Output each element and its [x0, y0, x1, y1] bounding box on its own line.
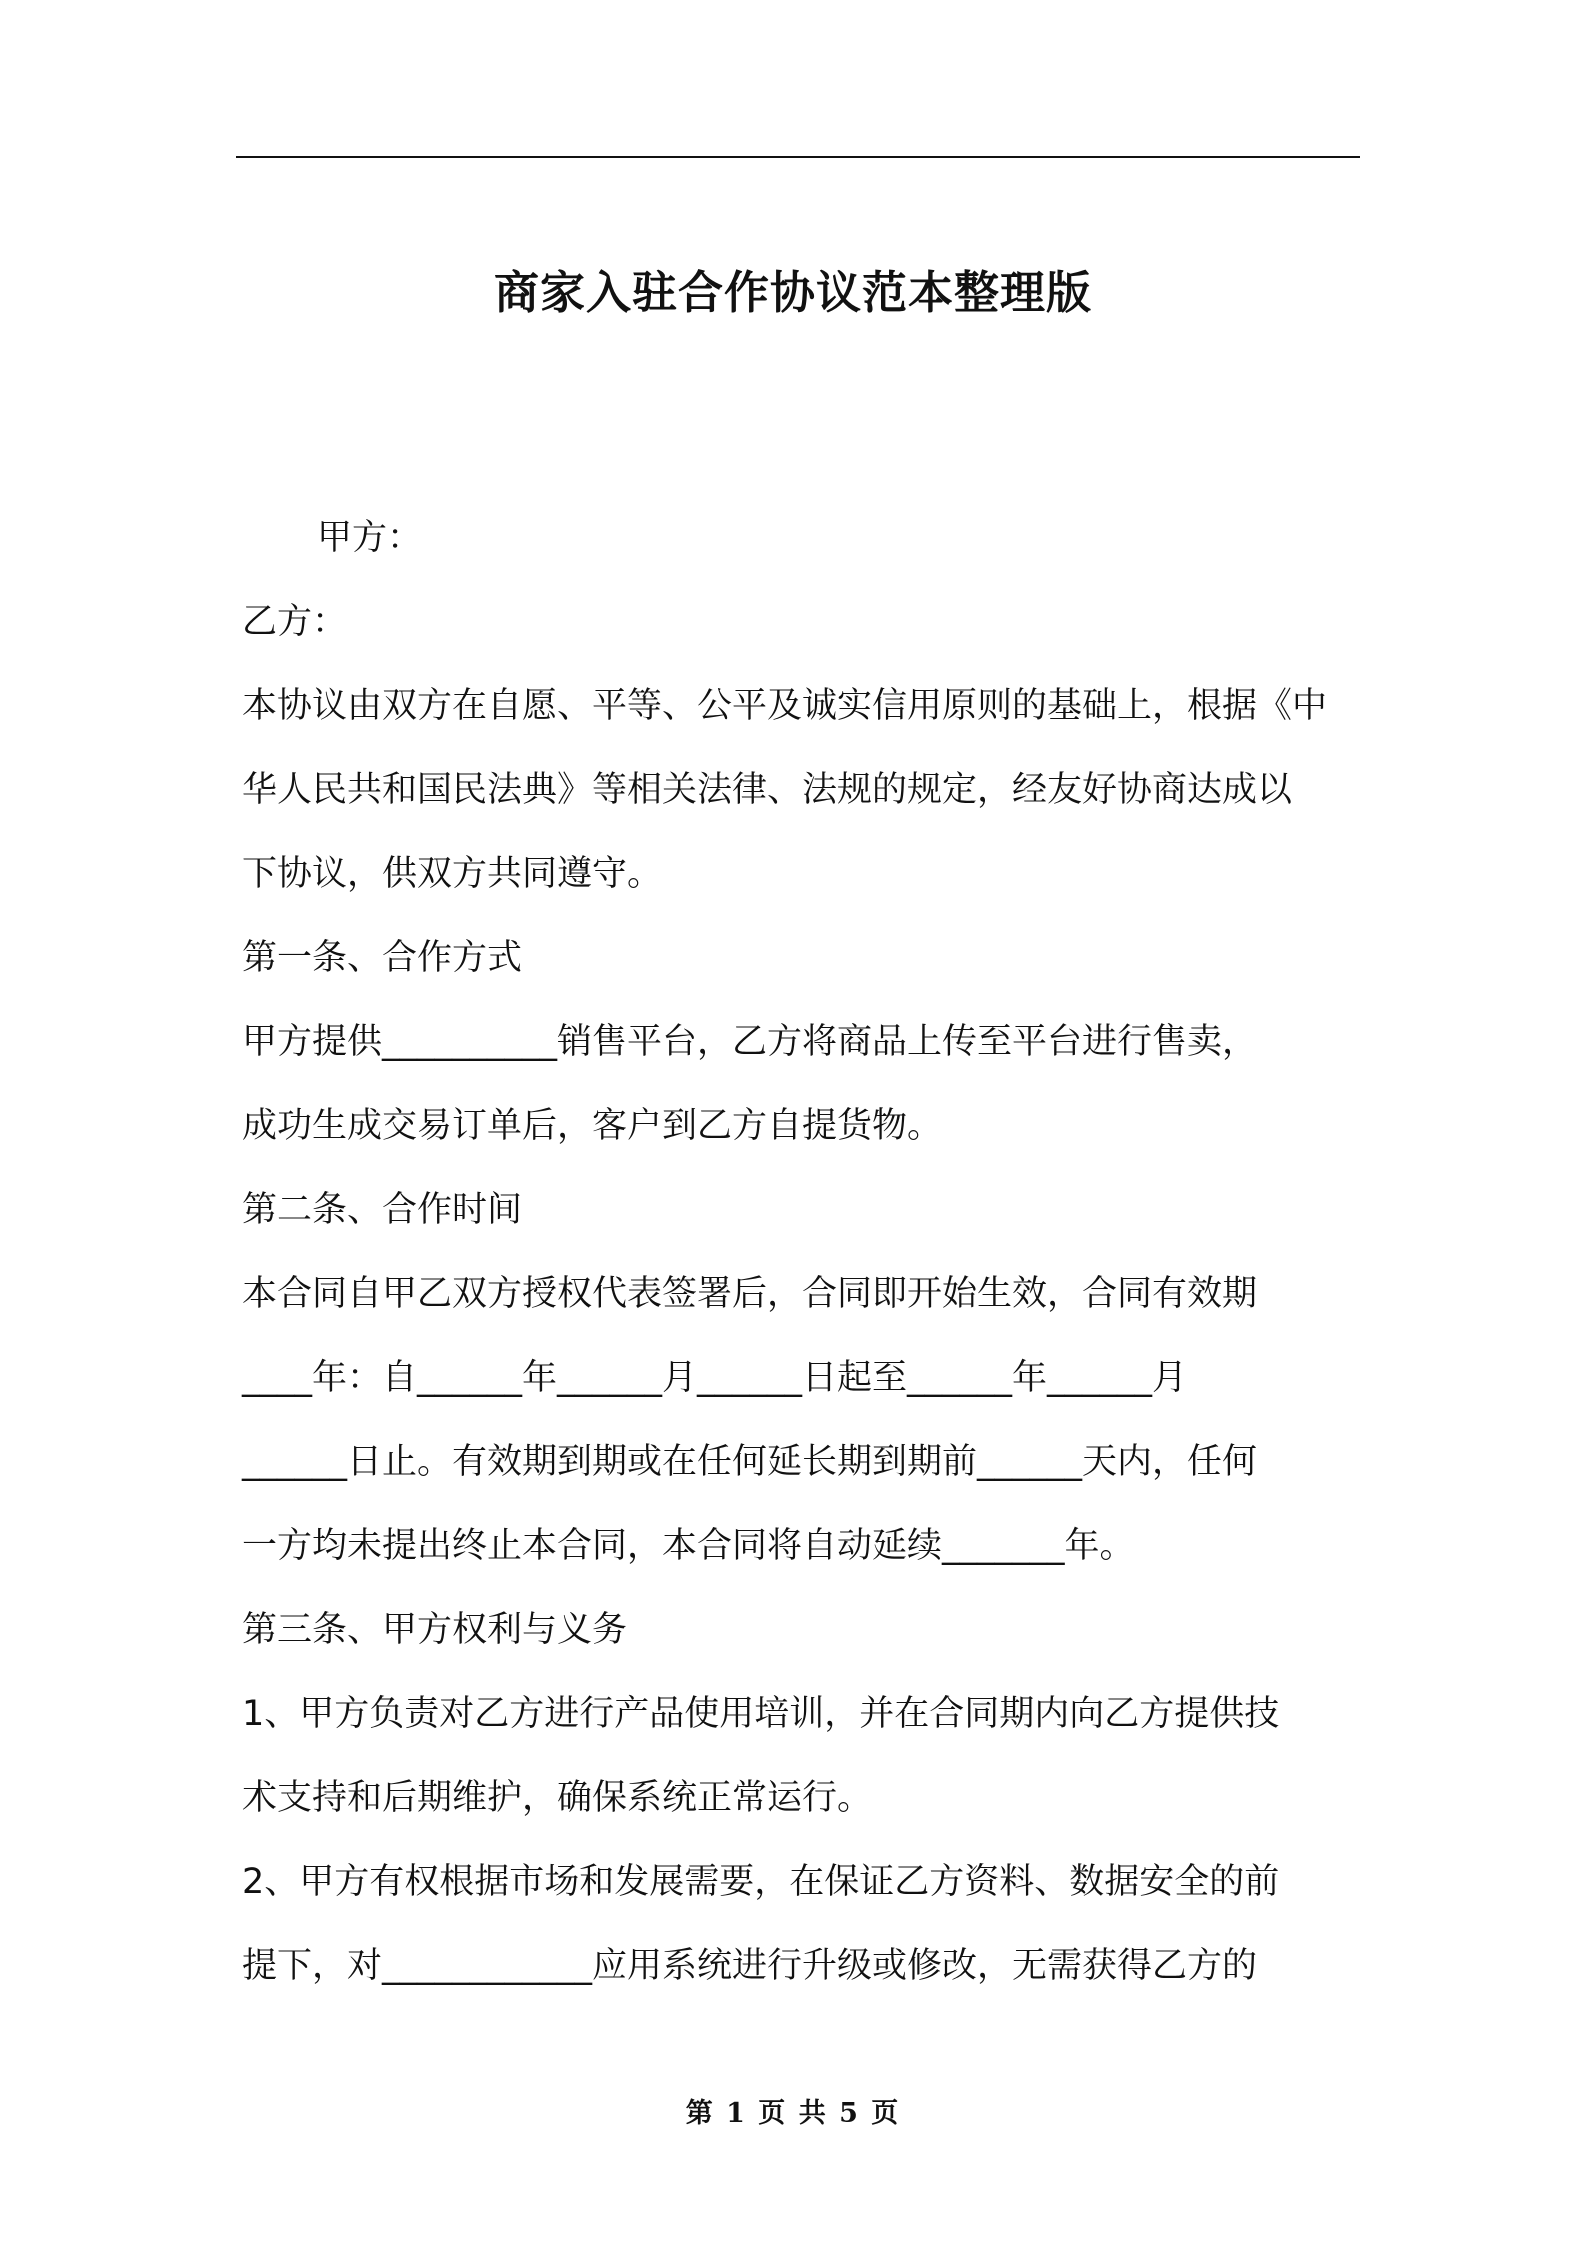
paragraph-line: ____年：自______年______月______日起至______年______月 [242, 1358, 1188, 1398]
article-heading: 第一条、合作方式 [242, 938, 523, 978]
paragraph-line: 本合同自甲乙双方授权代表签署后，合同即开始生效，合同有效期 [242, 1274, 1258, 1314]
paragraph-line: 本协议由双方在自愿、平等、公平及诚实信用原则的基础上，根据《中 [242, 686, 1328, 726]
paragraph-line: 甲方提供__________销售平台，乙方将商品上传至平台进行售卖， [242, 1022, 1258, 1062]
paragraph-line: 提下，对____________应用系统进行升级或修改，无需获得乙方的 [242, 1946, 1258, 1986]
paragraph-line: 一方均未提出终止本合同，本合同将自动延续_______年。 [242, 1526, 1135, 1566]
party-b-line: 乙方： [242, 602, 348, 642]
page-footer: 第 1 页 共 5 页 [685, 2098, 901, 2129]
paragraph-line: 1、甲方负责对乙方进行产品使用培训，并在合同期内向乙方提供技 [242, 1694, 1280, 1734]
party-a-line: 甲方： [317, 518, 423, 558]
document-title: 商家入驻合作协议范本整理版 [493, 266, 1092, 319]
paragraph-line: 成功生成交易订单后，客户到乙方自提货物。 [242, 1106, 943, 1146]
article-heading: 第三条、甲方权利与义务 [242, 1610, 628, 1650]
paragraph-line: 华人民共和国民法典》等相关法律、法规的规定，经友好协商达成以 [242, 770, 1293, 810]
header-rule [236, 156, 1360, 158]
paragraph-line: 2、甲方有权根据市场和发展需要，在保证乙方资料、数据安全的前 [242, 1862, 1280, 1902]
paragraph-line: 下协议，供双方共同遵守。 [242, 854, 663, 894]
paragraph-line: ______日止。有效期到期或在任何延长期到期前______天内，任何 [242, 1442, 1258, 1482]
document-body [242, 496, 1362, 2008]
paragraph-line: 术支持和后期维护，确保系统正常运行。 [242, 1778, 873, 1818]
article-heading: 第二条、合作时间 [242, 1190, 523, 1230]
